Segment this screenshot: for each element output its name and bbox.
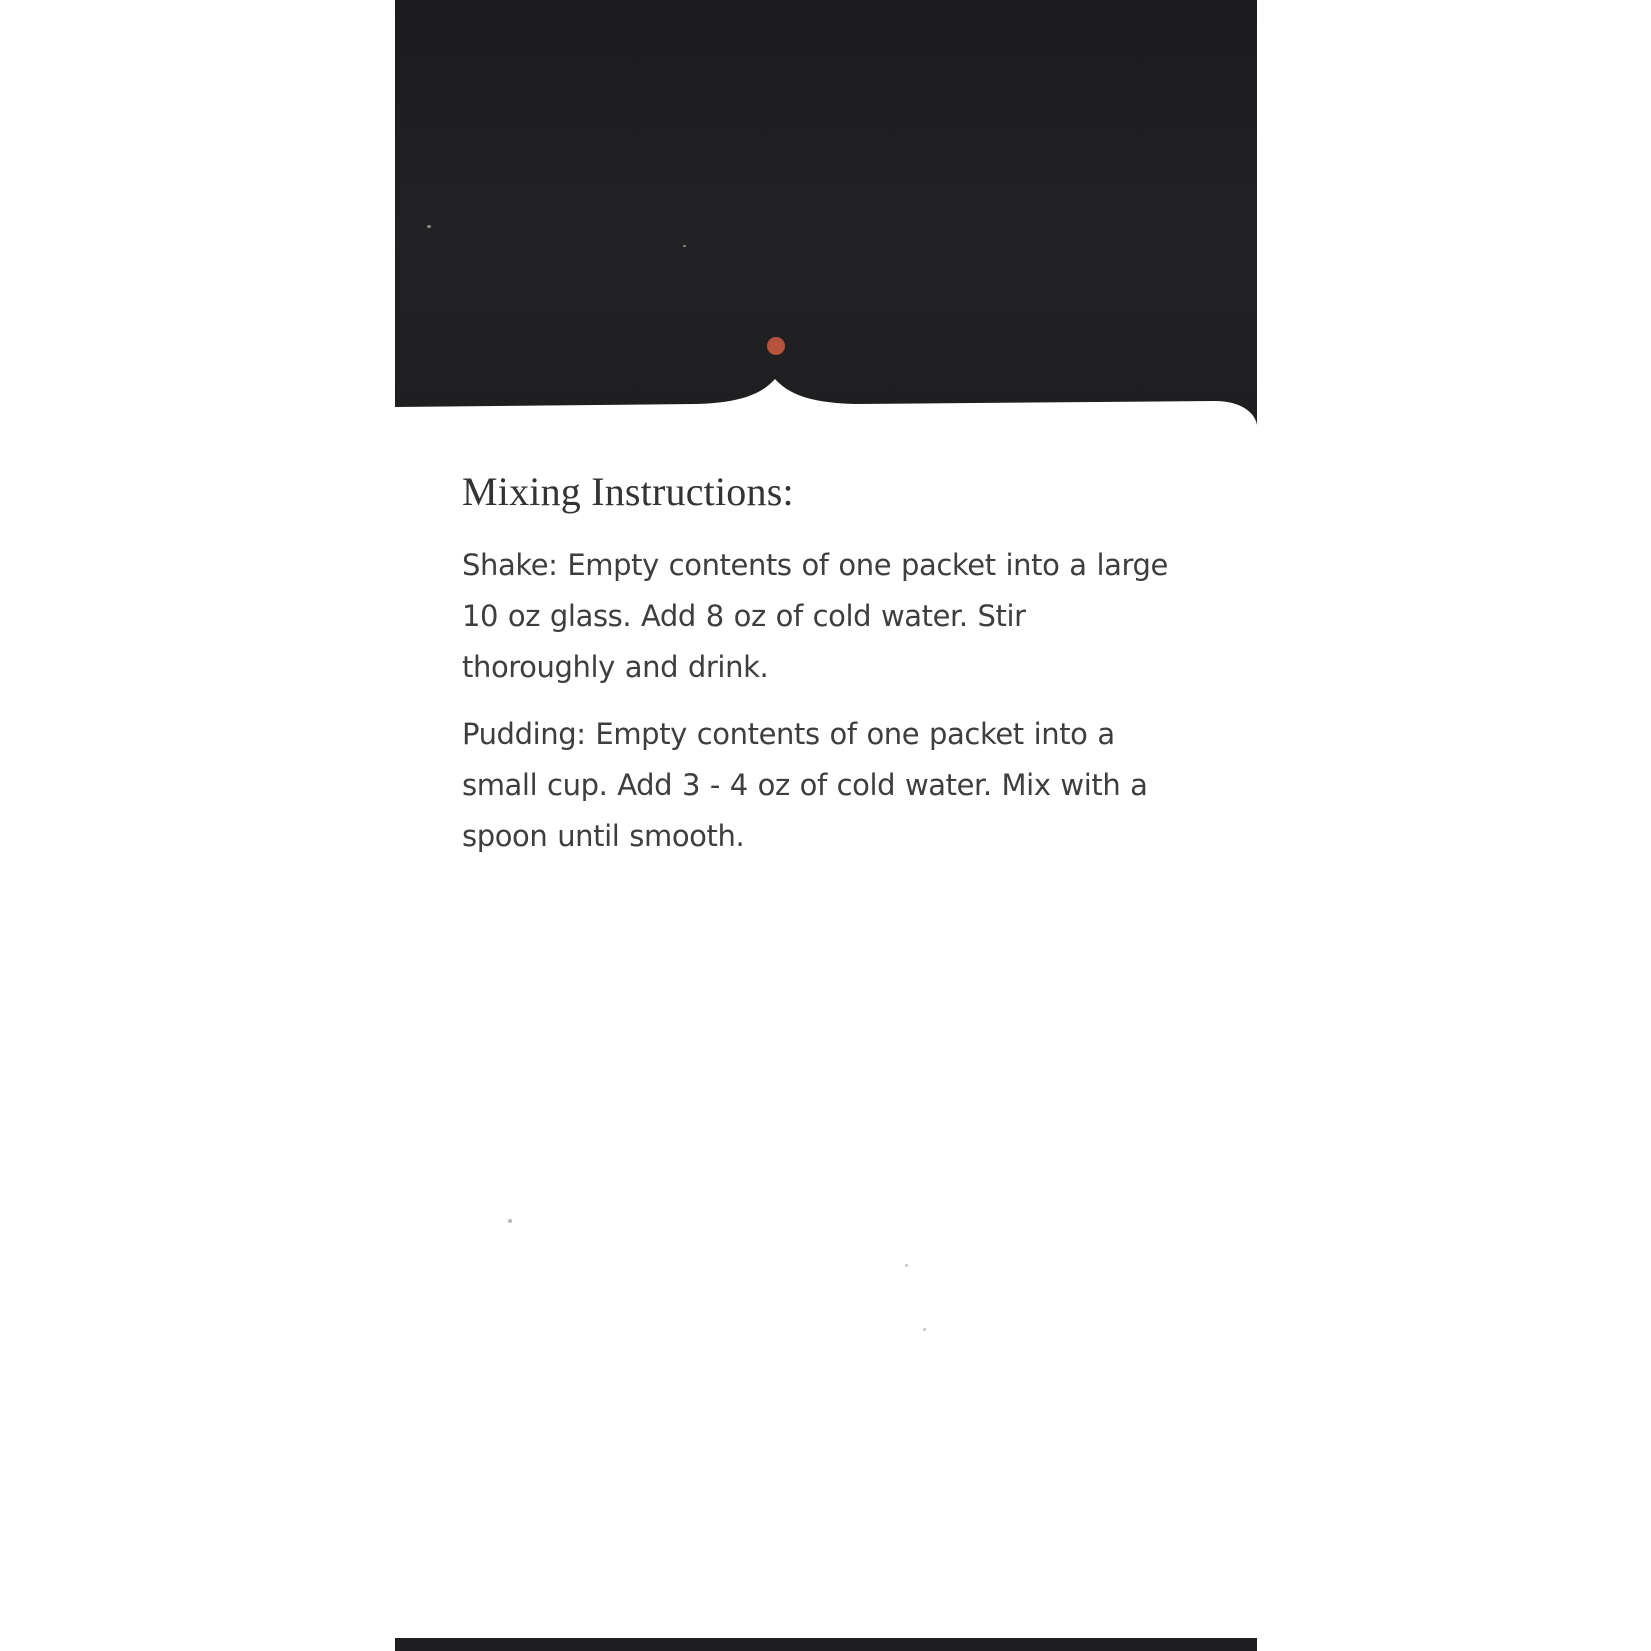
dust-speck [683,245,686,247]
dust-speck [508,1219,512,1223]
dark-bottom-band [395,1638,1257,1651]
shake-instructions: Shake: Empty contents of one packet into a large 10 oz glass. Add 8 oz of cold water. Stir thoroughly and drink. [462,548,1168,684]
pudding-instructions: Pudding: Empty contents of one packet into a small cup. Add 3 - 4 oz of cold water. Mix with a spoon until smooth. [462,717,1148,853]
dust-speck [427,225,431,228]
dust-speck [905,1264,908,1267]
instructions-heading: Mixing Instructions: [462,469,794,514]
dust-speck [923,1328,926,1331]
mixing-instructions [462,466,1182,878]
accent-dot [767,337,785,355]
